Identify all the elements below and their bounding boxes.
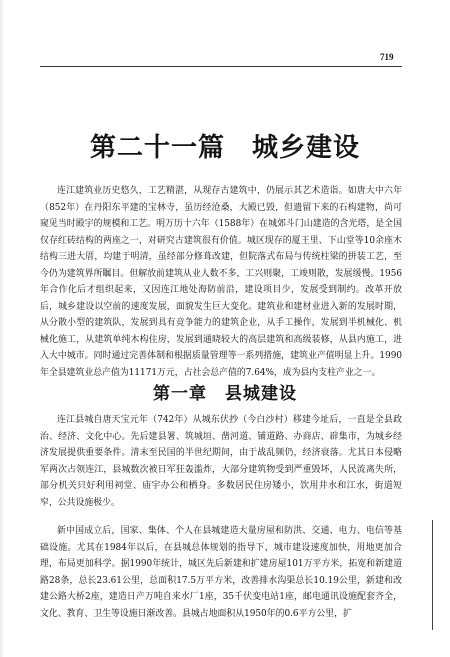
chapter-paragraph-2: 新中国成立后，国家、集体、个人在县城建造大量房屋和防洪、交通、电力、电信等基础设施。尤其在1984年以后，在县城总体规划的指导下，城市建设速度加快，用地更加合理，布局更加科学。据1990年统计，城区先后新建和扩建房屋101万平方米，拓宽和新建道路28条，总长23.61公里，总面积17.5万平方米，改善排水沟渠总长10.19公里，新建和改建公路大桥2座，建造日产万吨自来水厂1座，35千伏变电站1座，邮电通讯设施配套齐全，文化、教育、卫生等设施日渐改善。县城占地面积从1950年的0.6平方公里，扩 bbox=[40, 526, 402, 619]
intro-paragraph: 连江建筑业历史悠久，工艺精湛，从现存古建筑中，仍展示其艺术造诣。如唐大中六年（852年）在丹阳东平建的宝林寺，虽历经沧桑，大殿已毁，但遗留下来的石构建物，尚可窥见当时殿宇的规模和工艺。明万历十六年（1588年）在城郊斗门山建造的含光塔，是全国仅存红砖结构的两座之一，对研究古建筑很有价值。城区现存的厦王里、下山堂等10余座木结构三进大厝，均建于明清，虽经部分修葺改建，但院落式布局与传统柱梁的拼装工艺，至今仍为建筑界所瞩目。但解放前建筑从业人数不多，工兴则聚，工竣则散，发展缓慢。1956年合作化后才组织起来，又因连江地处海防前沿，建设项目少，发展受到制约。改革开放后，城乡建设以空前的速度发展，面貌发生巨大变化。建筑业和建材业进入新的发展时期，从分散小型的建筑队，发展到具有竞争能力的建筑企业，从手工操作，发展到半机械化、机械化施工，从建筑单纯木构住房，发展到通晓较大的高层建筑和高级装修，从县内施工，进入大中城市。同时通过完善体制和根据质量管理等一系列措施，建筑业产值明显上升。1990年全县建筑业总产值为11171万元，占社会总产值的7.64%，成为县内支柱产业之一。 bbox=[40, 186, 402, 378]
chapter-paragraph-1: 连江县城自唐天宝元年（742年）从城东伏抄（今白沙村）移建今址后，一直是全县政治、经济、文化中心。先后建县署、筑城垣、凿河道、铺道路、办商店、辟集市，为城乡经济发展提供重要条件。清末至民国的半世纪期间，由于战乱频仍，经济衰落。尤其日本侵略军两次占领连江，县城数次被日军狂轰滥炸，大部分建筑物受到严重毁坏，人民流离失所，部分机关只好利用祠堂、庙宇办公和栖身。多数居民住房矮小，饮用井水和江水，街道短窄，公共设施极少。 bbox=[40, 415, 402, 508]
part-title: 第二十一篇 城乡建设 bbox=[89, 133, 360, 164]
margin-line bbox=[432, 520, 433, 630]
chapter-title: 第一章 县城建设 bbox=[153, 384, 297, 405]
page-number: 719 bbox=[380, 52, 394, 62]
header-rule bbox=[40, 66, 402, 67]
scan-edge-shadow bbox=[0, 0, 4, 657]
